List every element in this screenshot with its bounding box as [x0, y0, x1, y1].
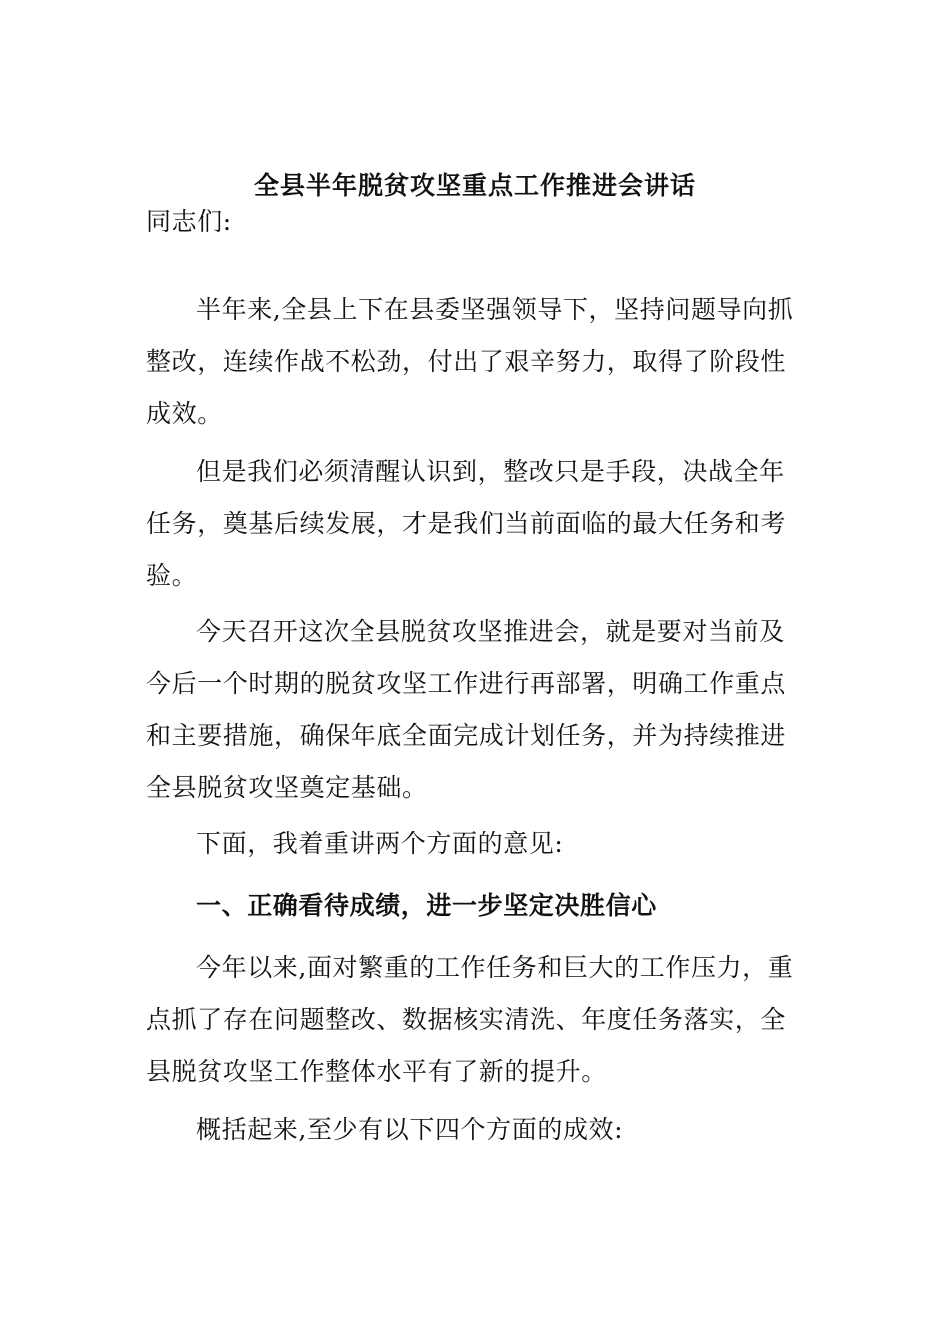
paragraph-2: 但是我们必须清醒认识到，整改只是手段，决战全年任务，奠基后续发展，才是我们当前面临的最大任务和考验。	[146, 457, 787, 590]
section-paragraph-2: 概括起来,至少有以下四个方面的成效:	[196, 1115, 624, 1144]
section-paragraph-1: 今年以来,面对繁重的工作任务和巨大的工作压力，重点抓了存在问题整改、数据核实清洗、年度任务落实，全县脱贫攻坚工作整体水平有了新的提升。	[146, 953, 794, 1086]
document-title: 全县半年脱贫攻坚重点工作推进会讲话	[253, 171, 696, 200]
paragraph-1: 半年来,全县上下在县委坚强领导下，坚持问题导向抓整改，连续作战不松劲，付出了艰辛努力，取得了阶段性成效。	[146, 295, 794, 428]
paragraph-3: 今天召开这次全县脱贫攻坚推进会，就是要对当前及今后一个时期的脱贫攻坚工作进行再部署，明确工作重点和主要措施，确保年底全面完成计划任务，并为持续推进全县脱贫攻坚奠定基础。	[146, 617, 787, 802]
salutation: 同志们:	[146, 207, 232, 236]
section-heading: 一、正确看待成绩，进一步坚定决胜信心	[196, 891, 657, 920]
paragraph-4: 下面，我着重讲两个方面的意见:	[196, 829, 564, 858]
